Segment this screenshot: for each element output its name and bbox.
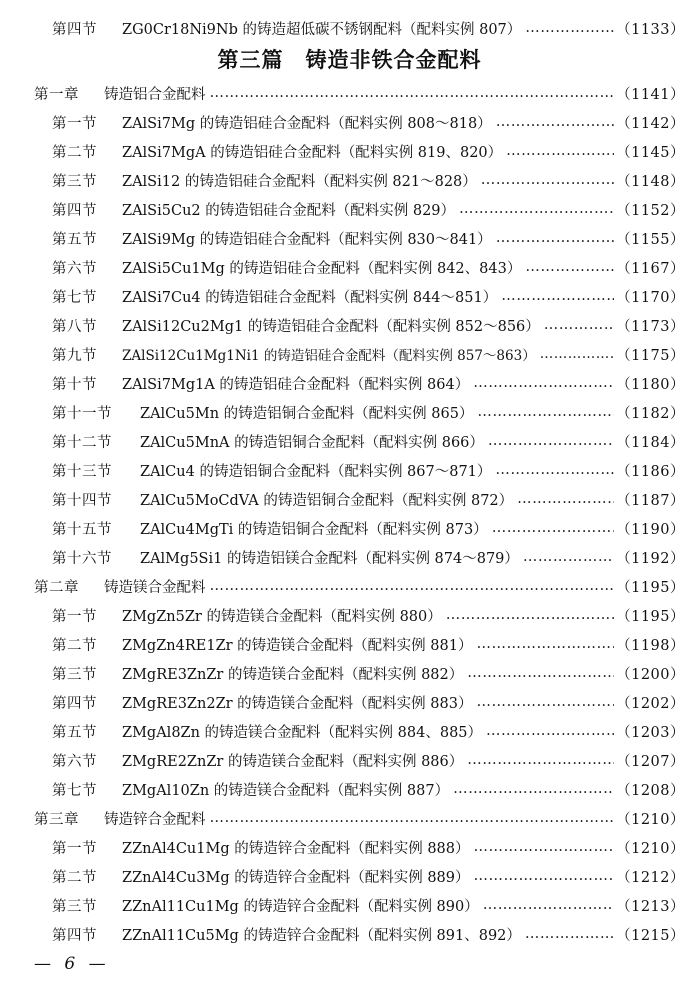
entry-number: 第六节 [52,753,97,770]
toc-entry [0,401,699,423]
entry-page: （1142） [616,115,685,132]
dot-leader [496,230,614,246]
chapter-number: 第三章 [34,811,79,828]
entry-title: ZZnAl4Cu1Mg 的铸造锌合金配料（配料实例 888） [122,840,470,857]
entry-title: ZZnAl11Cu5Mg 的铸造锌合金配料（配料实例 891、892） [122,927,521,944]
entry-number: 第十四节 [52,492,112,509]
entry-number: 第十五节 [52,521,112,538]
entry-page: （1155） [616,231,685,248]
dot-leader [517,491,614,507]
chapter-title: 铸造铝合金配料 [104,86,206,103]
dot-leader [540,346,614,362]
entry-page: （1215） [616,927,685,944]
dot-leader [210,810,615,826]
dot-leader [496,114,614,130]
entry-number: 第十节 [52,376,97,393]
toc-entry [0,633,699,655]
dot-leader [476,694,614,710]
entry-page: （1133） [616,21,685,38]
entry-title: ZAlSi7MgA 的铸造铝硅合金配料（配料实例 819、820） [122,144,503,161]
entry-page: （1207） [616,753,685,770]
entry-page: （1175） [616,347,685,364]
entry-title: ZMgRE3ZnZr 的铸造镁合金配料（配料实例 882） [122,666,464,683]
entry-number: 第十一节 [52,405,112,422]
entry-number: 第四节 [52,21,97,38]
part-title: 铸造非铁合金配料 [305,48,482,72]
entry-page: （1184） [616,434,685,451]
entry-number: 第十六节 [52,550,112,567]
entry-title: ZMgZn4RE1Zr 的铸造镁合金配料（配料实例 881） [122,637,473,654]
chapter-number: 第一章 [34,86,79,103]
toc-entry [0,923,699,945]
toc-chapter-entry [0,82,699,104]
toc-entry [0,314,699,336]
dot-leader [477,404,614,420]
entry-number: 第五节 [52,724,97,741]
entry-title: ZMgRE2ZnZr 的铸造镁合金配料（配料实例 886） [122,753,464,770]
entry-number: 第一节 [52,608,97,625]
entry-title: ZAlCu5MoCdVA 的铸造铝铜合金配料（配料实例 872） [140,492,514,509]
entry-page: （1173） [616,318,685,335]
toc-entry [0,894,699,916]
part-number: 第三篇 [217,48,284,72]
entry-page: （1141） [616,86,685,103]
entry-page: （1208） [616,782,685,799]
dot-leader [525,259,614,275]
toc-entry [0,836,699,858]
chapter-title: 铸造镁合金配料 [104,579,206,596]
dot-leader [474,868,615,884]
entry-number: 第八节 [52,318,97,335]
entry-page: （1186） [616,463,685,480]
entry-page: （1202） [616,695,685,712]
part-heading [0,44,699,74]
toc-chapter-entry [0,575,699,597]
entry-title: ZAlCu4MgTi 的铸造铝铜合金配料（配料实例 873） [140,521,488,538]
dot-leader [446,607,614,623]
toc-entry [0,662,699,684]
entry-title: ZAlSi7Mg1A 的铸造铝硅合金配料（配料实例 864） [122,376,470,393]
dot-leader [459,201,614,217]
entry-page: （1195） [616,608,685,625]
entry-page: （1192） [616,550,685,567]
entry-page: （1210） [616,840,685,857]
entry-number: 第二节 [52,144,97,161]
entry-title: ZAlSi5Cu1Mg 的铸造铝硅合金配料（配料实例 842、843） [122,260,522,277]
entry-title: ZAlSi12Cu1Mg1Ni1 的铸造铝硅合金配料（配料实例 857～863） [122,348,536,364]
entry-number: 第十二节 [52,434,112,451]
toc-entry [0,227,699,249]
entry-page: （1182） [616,405,685,422]
entry-number: 第七节 [52,289,97,306]
dot-leader [481,172,614,188]
entry-title: ZMgZn5Zr 的铸造镁合金配料（配料实例 880） [122,608,442,625]
entry-number: 第一节 [52,115,97,132]
entry-page: （1187） [616,492,685,509]
dot-leader [506,143,614,159]
toc-entry [0,749,699,771]
entry-number: 第四节 [52,695,97,712]
toc-entry [0,459,699,481]
dot-leader [525,20,614,36]
dot-leader [473,375,614,391]
entry-number: 第三节 [52,173,97,190]
toc-entry [0,691,699,713]
entry-page: （1200） [616,666,685,683]
entry-number: 第九节 [52,347,97,364]
dot-leader [492,520,614,536]
toc-entry [0,343,699,365]
entry-number: 第三节 [52,898,97,915]
entry-page: （1167） [616,260,685,277]
toc-entry [0,285,699,307]
entry-title: ZZnAl11Cu1Mg 的铸造锌合金配料（配料实例 890） [122,898,479,915]
toc-entry [0,140,699,162]
dot-leader [453,781,614,797]
dot-leader [495,462,614,478]
toc-entry [0,430,699,452]
toc-entry [0,720,699,742]
toc-entry [0,488,699,510]
entry-title: ZAlSi7Cu4 的铸造铝硅合金配料（配料实例 844～851） [122,289,498,306]
entry-number: 第五节 [52,231,97,248]
dot-leader [474,839,615,855]
entry-title: ZAlCu4 的铸造铝铜合金配料（配料实例 867～871） [140,463,492,480]
dot-leader [523,549,614,565]
entry-number: 第三节 [52,666,97,683]
dot-leader [488,433,614,449]
toc-entry [0,517,699,539]
toc-entry [0,111,699,133]
entry-title: ZAlSi5Cu2 的铸造铝硅合金配料（配料实例 829） [122,202,456,219]
entry-number: 第六节 [52,260,97,277]
entry-page: （1203） [616,724,685,741]
entry-page: （1170） [616,289,685,306]
dot-leader [467,665,614,681]
entry-title: ZMgRE3Zn2Zr 的铸造镁合金配料（配料实例 883） [122,695,473,712]
dot-leader [544,317,614,333]
toc-entry [0,778,699,800]
dot-leader [525,926,614,942]
entry-page: （1195） [616,579,685,596]
toc-entry [0,256,699,278]
toc-chapter-entry [0,807,699,829]
entry-number: 第二节 [52,637,97,654]
entry-title: ZAlCu5MnA 的铸造铝铜合金配料（配料实例 866） [140,434,484,451]
dot-leader [476,636,614,652]
toc-entry [0,17,699,39]
entry-title: ZAlSi12Cu2Mg1 的铸造铝硅合金配料（配料实例 852～856） [122,318,540,335]
chapter-title: 铸造锌合金配料 [104,811,206,828]
dot-leader [483,897,614,913]
entry-page: （1210） [616,811,685,828]
entry-title: ZZnAl4Cu3Mg 的铸造锌合金配料（配料实例 889） [122,869,470,886]
toc-entry [0,169,699,191]
entry-number: 第四节 [52,927,97,944]
entry-page: （1152） [616,202,685,219]
toc-entry [0,546,699,568]
entry-page: （1198） [616,637,685,654]
toc-entry [0,372,699,394]
dot-leader [501,288,614,304]
entry-page: （1213） [616,898,685,915]
toc-entry [0,865,699,887]
entry-number: 第七节 [52,782,97,799]
dot-leader [210,85,615,101]
entry-title: ZAlSi7Mg 的铸造铝硅合金配料（配料实例 808～818） [122,115,492,132]
entry-title: ZG0Cr18Ni9Nb 的铸造超低碳不锈钢配料（配料实例 807） [122,21,522,38]
page-number: — 6 — [34,954,110,974]
dot-leader [210,578,615,594]
entry-number: 第十三节 [52,463,112,480]
entry-page: （1190） [616,521,685,538]
entry-page: （1145） [616,144,685,161]
entry-title: ZMgAl10Zn 的铸造镁合金配料（配料实例 887） [122,782,450,799]
entry-page: （1212） [616,869,685,886]
entry-title: ZAlCu5Mn 的铸造铝铜合金配料（配料实例 865） [140,405,474,422]
entry-number: 第一节 [52,840,97,857]
entry-number: 第二节 [52,869,97,886]
entry-title: ZAlMg5Si1 的铸造铝镁合金配料（配料实例 874～879） [140,550,519,567]
entry-title: ZAlSi9Mg 的铸造铝硅合金配料（配料实例 830～841） [122,231,492,248]
chapter-number: 第二章 [34,579,79,596]
entry-title: ZAlSi12 的铸造铝硅合金配料（配料实例 821～828） [122,173,477,190]
toc-entry [0,604,699,626]
dot-leader [486,723,614,739]
entry-page: （1180） [616,376,685,393]
entry-number: 第四节 [52,202,97,219]
entry-title: ZMgAl8Zn 的铸造镁合金配料（配料实例 884、885） [122,724,483,741]
entry-page: （1148） [616,173,685,190]
dot-leader [467,752,614,768]
toc-entry [0,198,699,220]
